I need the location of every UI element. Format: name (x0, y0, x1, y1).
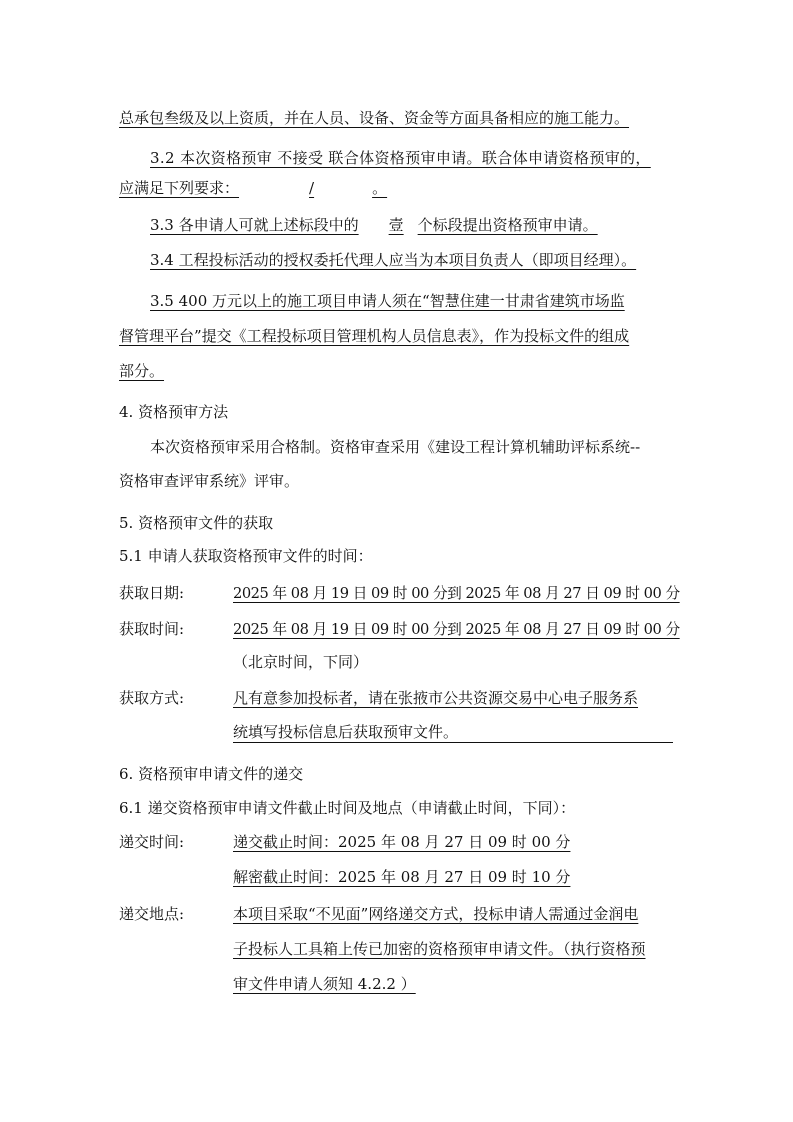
heading-section-6-1: 6.1 递交资格预审申请文件截止时间及地点（申请截止时间，下同）： (119, 799, 576, 817)
requirement-intro: 应满足下列要求： (119, 179, 240, 197)
requirement-end: 。 (372, 179, 388, 197)
body-line-3-3 (150, 215, 598, 235)
body-line-3-5-cont2: 部分。 (119, 362, 165, 380)
body-line-3-2-cont (119, 178, 397, 198)
body-line-1: 总承包叁级及以上资质，并在人员、设备、资金等方面具备相应的施工能力。 (119, 109, 630, 127)
time-label: 获取时间: (119, 620, 185, 638)
section-3-3-c: 个标段提出资格预审申请。 (417, 216, 598, 234)
decrypt-deadline: 解密截止时间：2025 年 08 月 27 日 09 时 10 分 (233, 868, 571, 886)
submit-place-label: 递交地点: (119, 905, 185, 923)
method-text-1: 凡有意参加投标者，请在张掖市公共资源交易中心电子服务系 (233, 689, 639, 707)
time-note: （北京时间，下同） (233, 653, 369, 671)
heading-section-4: 4. 资格预审方法 (119, 403, 229, 421)
section-3-3-count: 壹 (388, 216, 404, 234)
place-text-1: 本项目采取“不见面”网络递交方式，投标申请人需通过金润电 (233, 905, 639, 923)
section-4-text-2: 资格审查评审系统》评审。 (119, 472, 300, 490)
heading-section-6: 6. 资格预审申请文件的递交 (119, 765, 304, 783)
submit-deadline: 递交截止时间：2025 年 08 月 27 日 09 时 00 分 (233, 833, 571, 851)
section-3-3-a: 3.3 各申请人可就上述标段中的 (150, 216, 359, 234)
place-text-3: 审文件申请人须知 4.2.2 ） (233, 975, 416, 993)
heading-section-5: 5. 资格预审文件的获取 (119, 514, 274, 532)
body-line-3-5: 3.5 400 万元以上的施工项目申请人须在“智慧住建一甘肃省建筑市场监 (150, 292, 625, 310)
submit-time-label: 递交时间: (119, 833, 185, 851)
date-label: 获取日期: (119, 584, 185, 602)
method-underline (233, 742, 673, 743)
body-line-3-5-cont1: 督管理平台”提交《工程投标项目管理机构人员信息表》，作为投标文件的组成 (119, 327, 630, 345)
body-line-3-4: 3.4 工程投标活动的授权委托代理人应当为本项目负责人（即项目经理）。 (150, 251, 637, 269)
place-text-2: 子投标人工具箱上传已加密的资格预审申请文件。（执行资格预 (233, 940, 646, 958)
heading-section-5-1: 5.1 申请人获取资格预审文件的时间： (119, 547, 373, 565)
body-line-3-2: 3.2 本次资格预审 不接受 联合体资格预审申请。联合体申请资格预审的， (150, 149, 651, 167)
method-text-2: 统填写投标信息后获取预审文件。 (233, 723, 459, 741)
section-4-text-1: 本次资格预审采用合格制。资格审查采用《建设工程计算机辅助评标系统-- (150, 438, 641, 456)
time-value: 2025 年 08 月 19 日 09 时 00 分到 2025 年 08 月 27 日 09 时 00 分 (233, 620, 680, 638)
requirement-value: / (309, 179, 315, 197)
method-label: 获取方式: (119, 689, 185, 707)
date-value: 2025 年 08 月 19 日 09 时 00 分到 2025 年 08 月 27 日 09 时 00 分 (233, 584, 680, 602)
